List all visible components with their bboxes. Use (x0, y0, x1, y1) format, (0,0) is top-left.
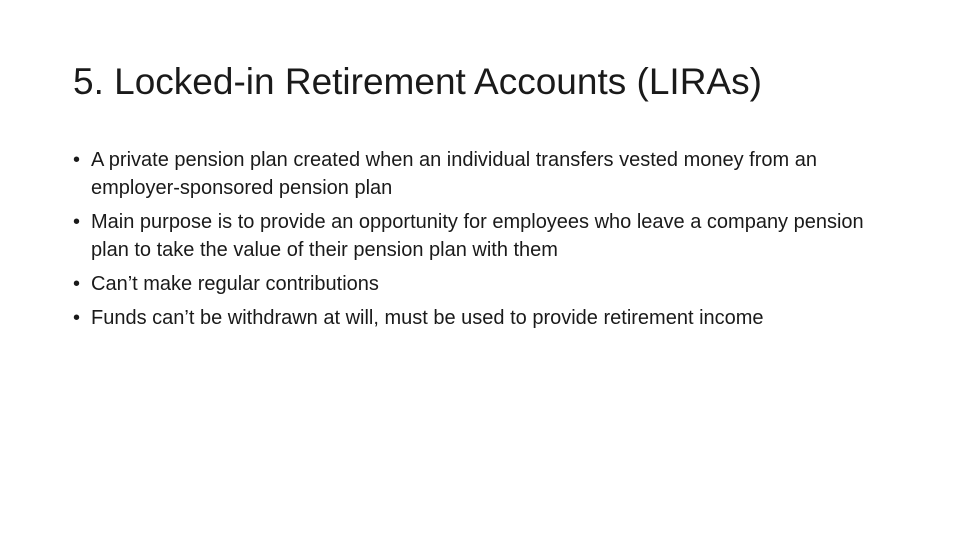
bullet-dot: • (73, 149, 81, 171)
bullet-text: Funds can’t be withdrawn at will, must be used to provide retirement income (91, 307, 764, 329)
slide-title: 5. Locked-in Retirement Accounts (LIRAs) (73, 61, 762, 102)
bullet-item (73, 270, 893, 298)
bullet-item (73, 208, 893, 264)
bullet-item (73, 304, 893, 332)
bullet-text: A private pension plan created when an individual transfers vested money from an employer-sponsored pension plan (91, 149, 817, 199)
bullet-item (73, 146, 893, 202)
bullet-list (73, 146, 893, 338)
bullet-text: Can’t make regular contributions (91, 273, 379, 295)
bullet-text: Main purpose is to provide an opportunity for employees who leave a company pension plan to take the value of their pension plan with them (91, 211, 864, 261)
bullet-dot: • (73, 273, 81, 295)
bullet-dot: • (73, 211, 81, 233)
bullet-dot: • (73, 307, 81, 329)
